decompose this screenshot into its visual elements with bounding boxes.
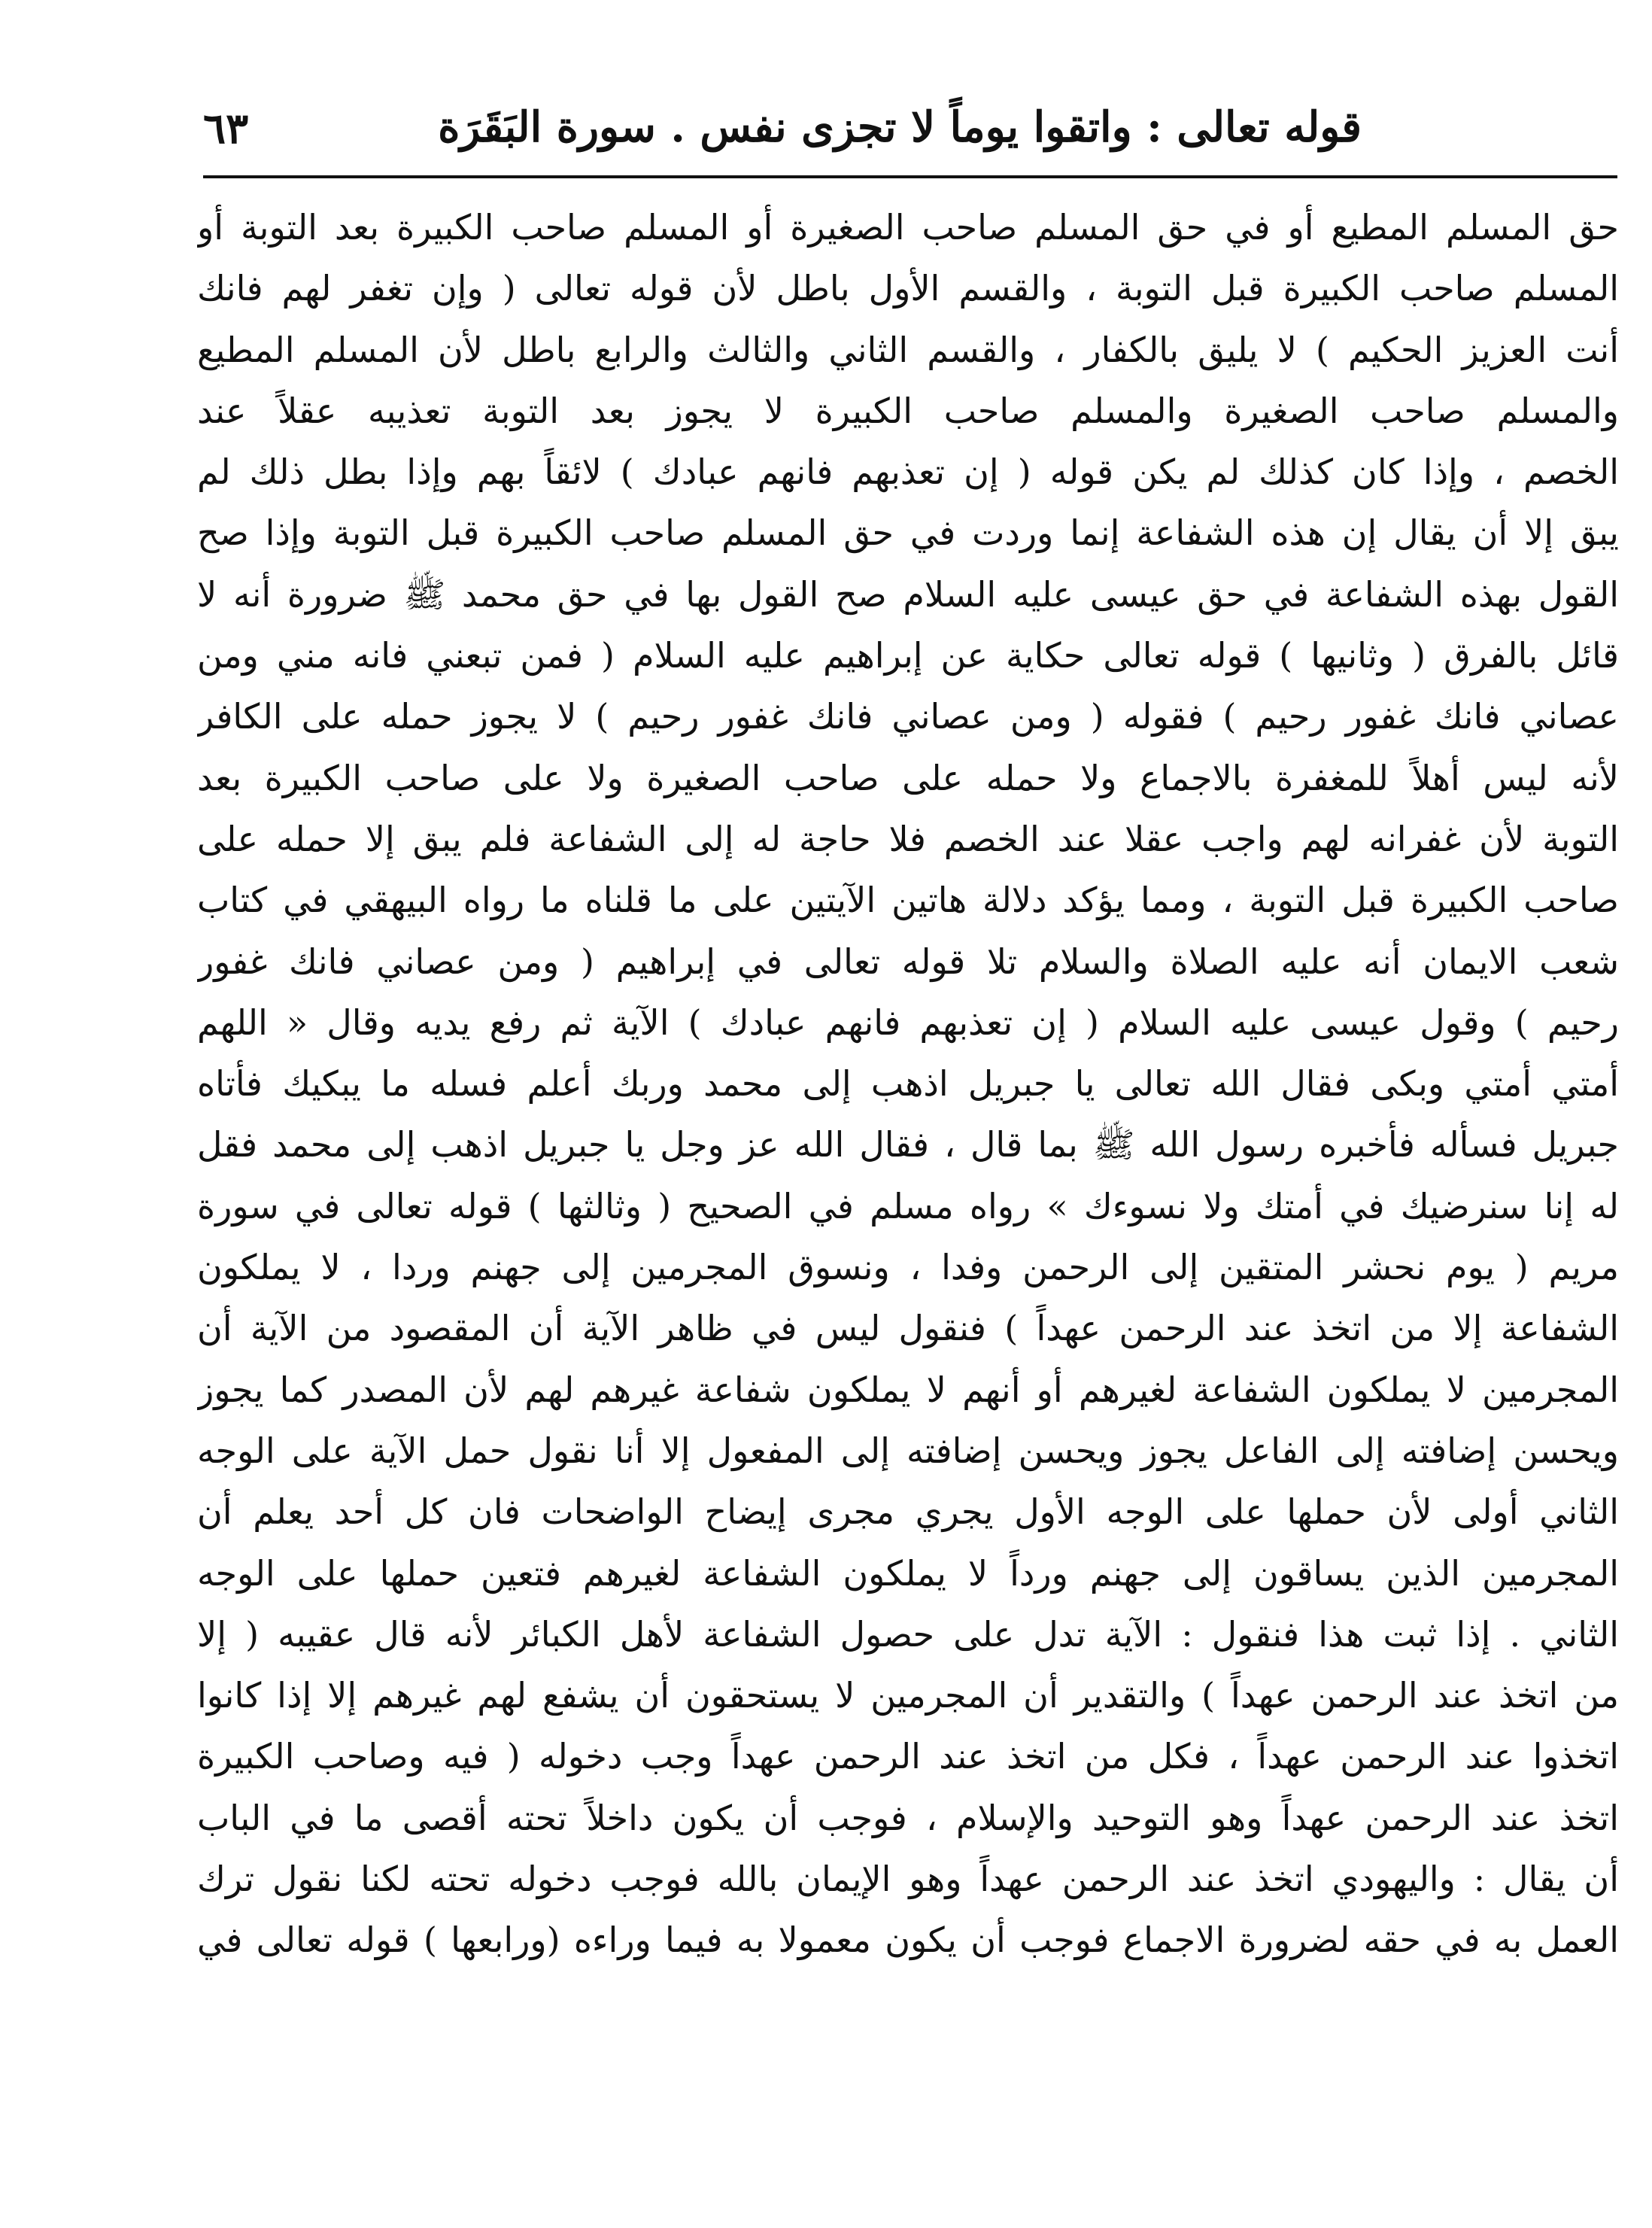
text-line: اتخذوا عند الرحمن عهداً ، فكل من اتخذ عند الرحمن عهداً وجب دخوله ( فيه وصاحب الكبيرة [197, 1736, 1619, 1777]
text-line: عصاني فانك غفور رحيم ) فقوله ( ومن عصاني فانك غفور رحيم ) لا يجوز حمله على الكافر [197, 696, 1619, 737]
text-line: المجرمين لا يملكون الشفاعة لغيرهم أو أنهم لا يملكون شفاعة غيرهم لهم لأن المصدر كما يجوز [197, 1369, 1619, 1410]
text-line: حق المسلم المطيع أو في حق المسلم صاحب الصغيرة أو المسلم صاحب الكبيرة بعد التوبة أو [197, 207, 1619, 248]
header-rule [203, 175, 1617, 178]
text-line: العمل به في حقه لضرورة الاجماع فوجب أن يكون معمولا به فيما وراءه (ورابعها ) قوله تعالى في [197, 1919, 1619, 1961]
text-line: جبريل فسأله فأخبره رسول الله ﷺ بما قال ، فقال الله عز وجل يا جبريل اذهب إلى محمد فقل [197, 1124, 1619, 1166]
text-line: أن يقال : واليهودي اتخذ عند الرحمن عهداً وهو الإيمان بالله فوجب دخوله تحته لكنا نقول ترك [197, 1859, 1619, 1900]
text-line: المسلم صاحب الكبيرة قبل التوبة ، والقسم الأول باطل لأن قوله تعالى ( وإن تغفر لهم فانك [197, 268, 1619, 309]
text-line: لأنه ليس أهلاً للمغفرة بالاجماع ولا حمله على صاحب الصغيرة ولا على صاحب الكبيرة بعد [197, 757, 1619, 798]
text-line: أنت العزيز الحكيم ) لا يليق بالكفار ، والقسم الثاني والثالث والرابع باطل لأن المسلم المطيع [197, 329, 1619, 370]
text-line: يبق إلا أن يقال إن هذه الشفاعة إنما وردت في حق المسلم صاحب الكبيرة قبل التوبة وإذا صح [197, 512, 1619, 554]
text-line: أمتي أمتي وبكى فقال الله تعالى يا جبريل اذهب إلى محمد وربك أعلم فسله ما يبكيك فأتاه [197, 1063, 1619, 1105]
text-line: ويحسن إضافته إلى الفاعل يجوز ويحسن إضافته إلى المفعول إلا أنا نقول حمل الآية على الوجه [197, 1430, 1619, 1471]
text-line: مريم ( يوم نحشر المتقين إلى الرحمن وفدا ، ونسوق المجرمين إلى جهنم وردا ، لا يملكون [197, 1247, 1619, 1288]
text-line: صاحب الكبيرة قبل التوبة ، ومما يؤكد دلالة هاتين الآيتين على ما قلناه ما رواه البيهقي في كتاب [197, 880, 1619, 921]
text-line: الثاني . إذا ثبت هذا فنقول : الآية تدل على حصول الشفاعة لأهل الكبائر لأنه قال عقيبه ( إلا [197, 1613, 1619, 1655]
body-text [197, 197, 1619, 1971]
header-title: قوله تعالى : واتقوا يوماً لا تجزى نفس . سورة البَقَرَة [438, 102, 1362, 152]
running-header [203, 98, 1617, 166]
text-line: الشفاعة إلا من اتخذ عند الرحمن عهداً ) فنقول ليس في ظاهر الآية أن المقصود من الآية أن [197, 1308, 1619, 1349]
text-line: المجرمين الذين يساقون إلى جهنم ورداً لا يملكون الشفاعة لغيرهم فتعين حملها على الوجه [197, 1552, 1619, 1594]
text-line: له إنا سنرضيك في أمتك ولا نسوءك » رواه مسلم في الصحيح ( وثالثها ) قوله تعالى في سورة [197, 1185, 1619, 1226]
text-line: من اتخذ عند الرحمن عهداً ) والتقدير أن المجرمين لا يستحقون أن يشفع لهم غيرهم إلا إذا كانوا [197, 1675, 1619, 1716]
text-line: شعب الايمان أنه عليه الصلاة والسلام تلا قوله تعالى في إبراهيم ( ومن عصاني فانك غفور [197, 941, 1619, 982]
text-line: الخصم ، وإذا كان كذلك لم يكن قوله ( إن تعذبهم فانهم عبادك ) لائقاً بهم وإذا بطل ذلك لم [197, 451, 1619, 493]
text-line: قائل بالفرق ( وثانيها ) قوله تعالى حكاية عن إبراهيم عليه السلام ( فمن تبعني فانه مني ومن [197, 635, 1619, 676]
text-line: والمسلم صاحب الصغيرة والمسلم صاحب الكبيرة لا يجوز بعد التوبة تعذيبه عقلاً عند [197, 390, 1619, 431]
text-line: اتخذ عند الرحمن عهداً وهو التوحيد والإسلام ، فوجب أن يكون داخلاً تحته أقصى ما في الباب [197, 1797, 1619, 1838]
page-number: ٦٣ [203, 104, 249, 153]
text-line: رحيم ) وقول عيسى عليه السلام ( إن تعذبهم فانهم عبادك ) الآية ثم رفع يديه وقال « اللهم [197, 1002, 1619, 1043]
text-line: الثاني أولى لأن حملها على الوجه الأول يجري مجرى إيضاح الواضحات فان كل أحد يعلم أن [197, 1491, 1619, 1533]
text-line: التوبة لأن غفرانه لهم واجب عقلا عند الخصم فلا حاجة له إلى الشفاعة فلم يبق إلا حمله على [197, 818, 1619, 859]
text-line: القول بهذه الشفاعة في حق عيسى عليه السلام صح القول بها في حق محمد ﷺ ضرورة أنه لا [197, 573, 1619, 615]
